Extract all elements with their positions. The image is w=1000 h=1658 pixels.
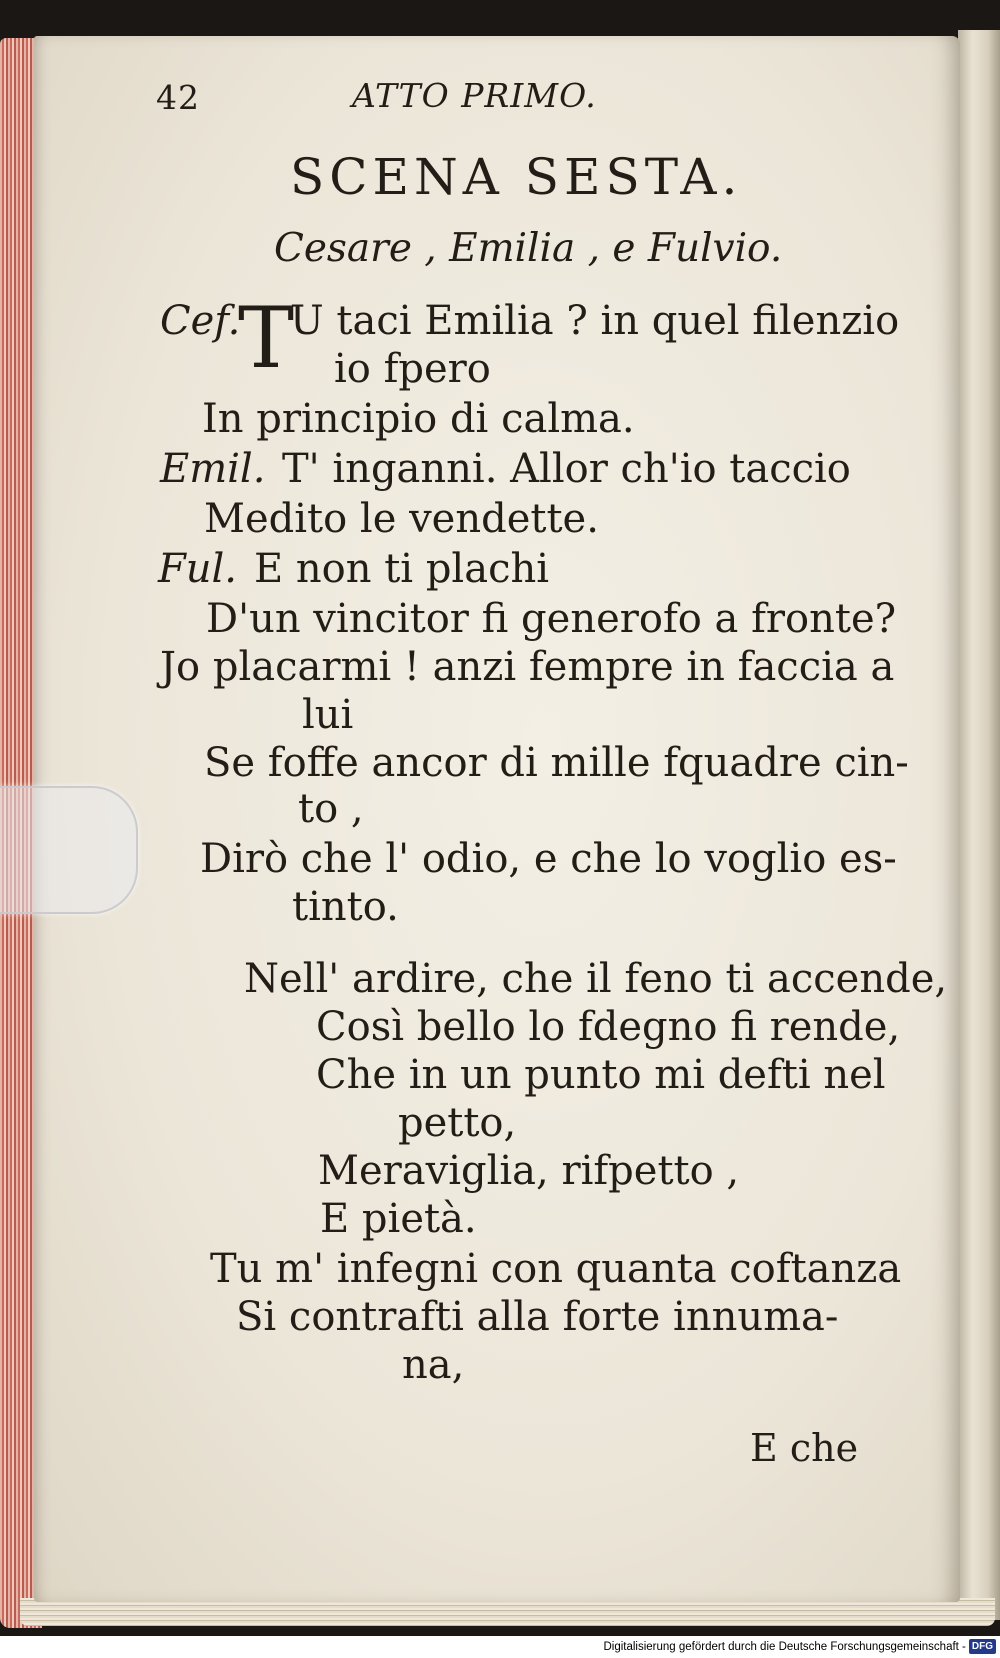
page-edge-right (958, 30, 1000, 1620)
verse-line: D'un vincitor fi generofo a fronte? (206, 596, 897, 642)
catchword: E che (750, 1426, 859, 1470)
verse-line: io fpero (334, 346, 491, 392)
verse-line: In principio di calma. (202, 396, 635, 442)
aria-line: Si contrafti alla forte innuma- (236, 1294, 839, 1340)
page-tab-marker (0, 786, 138, 914)
page-number: 42 (156, 78, 200, 117)
verse-line: to , (298, 786, 364, 832)
aria-line: Meraviglia, rifpetto , (318, 1148, 740, 1194)
verse-line: U taci Emilia ? in quel filenzio (290, 298, 900, 344)
verse-line: lui (302, 692, 354, 738)
verse-line: Se foffe ancor di mille fquadre cin- (204, 740, 909, 786)
aria-line: petto, (398, 1100, 517, 1146)
verse-line: Medito le vendette. (204, 496, 599, 542)
running-head: ATTO PRIMO. (352, 76, 597, 115)
aria-line: E pietà. (320, 1196, 477, 1242)
verse-line: tinto. (292, 884, 399, 930)
page-edge-bottom (20, 1598, 995, 1626)
aria-line: Così bello lo fdegno fi rende, (316, 1004, 901, 1050)
verse-line: E non ti plachi (254, 546, 550, 592)
funding-credit: Digitalisierung gefördert durch die Deutsche Forschungsgemeinschaft - (603, 1641, 966, 1653)
verse-line: Dirò che l' odio, e che lo voglio es- (200, 836, 897, 882)
drop-cap: T (238, 289, 295, 387)
aria-line: Tu m' infegni con quanta coftanza (210, 1246, 902, 1292)
verse-line: T' inganni. Allor ch'io taccio (282, 446, 851, 492)
aria-line: Nell' ardire, che il feno ti accende, (244, 956, 948, 1002)
aria-line: Che in un punto mi defti nel (316, 1052, 886, 1098)
book-page (34, 36, 960, 1602)
speaker-fulvio: Ful. (158, 546, 238, 592)
dfg-logo: DFG (969, 1639, 996, 1654)
digitization-footer (0, 1636, 1000, 1658)
aria-line: na, (402, 1342, 465, 1388)
scene-title: SCENA SESTA. (290, 148, 743, 206)
character-list: Cesare , Emilia , e Fulvio. (274, 226, 783, 271)
speaker-emilia: Emil. (160, 446, 266, 492)
verse-line: Jo placarmi ! anzi fempre in faccia a (160, 644, 895, 690)
speaker-cesare: Cef. (160, 298, 241, 344)
